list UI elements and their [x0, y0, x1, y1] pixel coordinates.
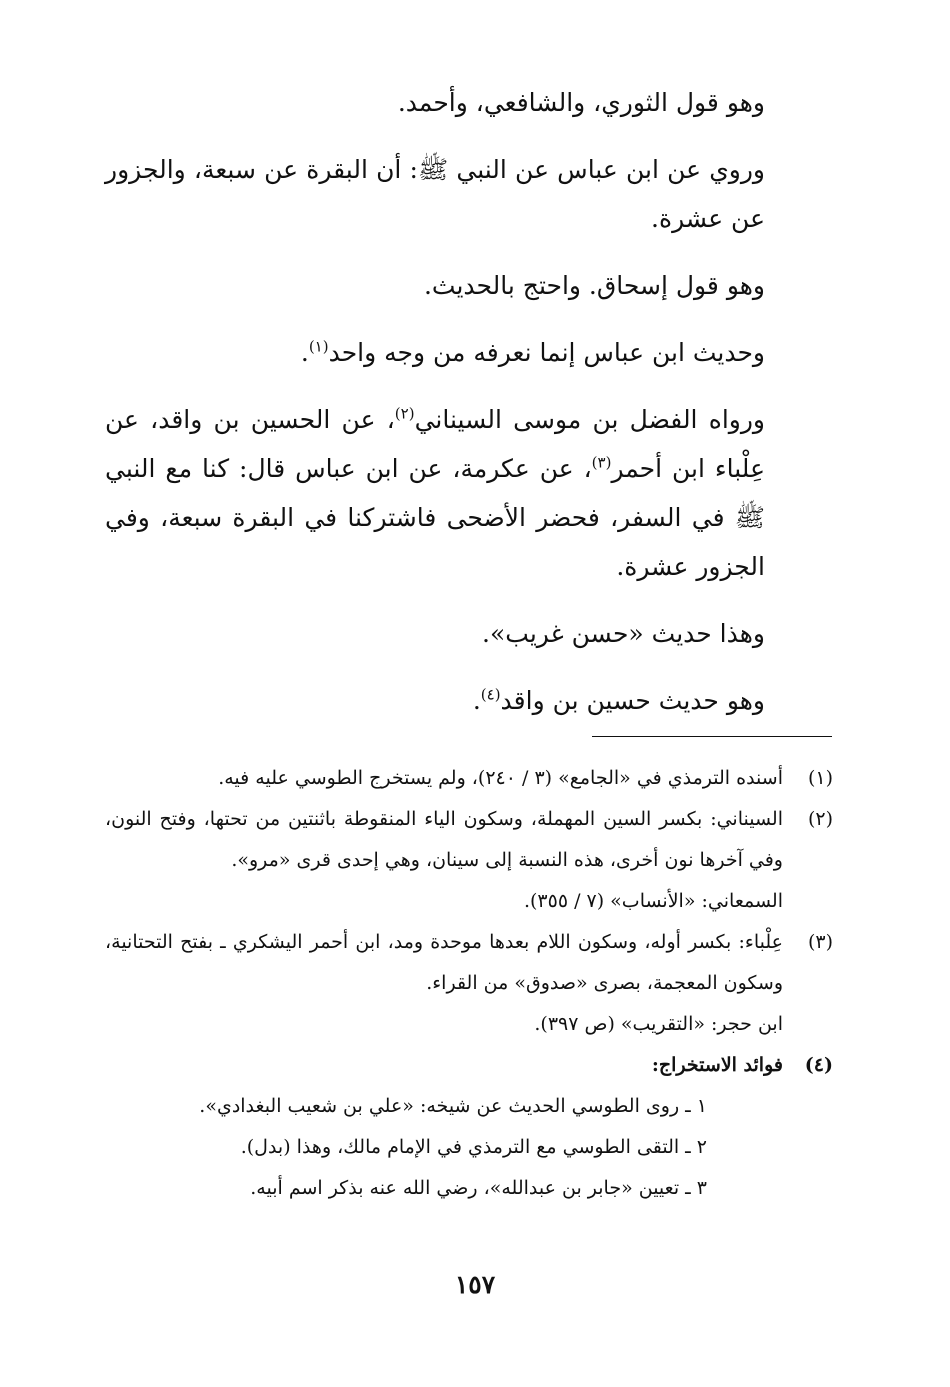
- main-text: [105, 78, 833, 743]
- paragraph-7-text: وهو حديث حسين بن واقد: [500, 686, 765, 715]
- paragraph-4-end: .: [300, 338, 309, 367]
- paragraph-7-end: .: [472, 686, 481, 715]
- footnotes: [105, 758, 833, 1209]
- footnote-divider: [592, 736, 832, 737]
- paragraph-5-part-a: ورواه الفضل بن موسى السيناني: [414, 405, 765, 434]
- paragraph-6: وهذا حديث «حسن غريب».: [482, 619, 765, 648]
- footnote-ref-1[interactable]: (١): [308, 337, 329, 356]
- footnote-2: [105, 799, 833, 922]
- benefit-item: ٢ ـ التقى الطوسي مع الترمذي في الإمام مالك، وهذا (بدل).: [240, 1136, 707, 1158]
- paragraph-1: وهو قول الثوري، والشافعي، وأحمد.: [397, 88, 765, 117]
- footnote-ref-2[interactable]: (٢): [394, 404, 415, 423]
- footnote-1: [105, 758, 833, 799]
- footnote-number: (٣): [807, 931, 833, 953]
- paragraph-4: [105, 328, 833, 377]
- footnote-4: [105, 1045, 833, 1086]
- footnote-source: ابن حجر: «التقريب» (ص ٣٩٧).: [534, 1013, 783, 1035]
- paragraph-7: [105, 676, 833, 725]
- footnote-number: (٢): [807, 808, 833, 830]
- paragraph-5-part-c: ، عن عكرمة، عن ابن عباس قال: كنا مع النبي ﷺ في السفر، فحضر الأضحى فاشتركنا في البقرة سبعة، وفي الجزور عشرة.: [105, 454, 765, 581]
- footnote-source: السمعاني: «الأنساب» (٧ / ٣٥٥).: [523, 890, 783, 912]
- paragraph-5: [105, 395, 833, 591]
- footnote-text: عِلْباء: بكسر أوله، وسكون اللام بعدها موحدة ومد، ابن أحمر اليشكري ـ بفتح التحتانية، وسكون المعجمة، بصرى «صدوق» من القراء.: [105, 931, 783, 994]
- benefit-item: ١ ـ روى الطوسي الحديث عن شيخه: «علي بن شعيب البغدادي».: [199, 1095, 707, 1117]
- footnote-text: السيناني: بكسر السين المهملة، وسكون الياء المنقوطة باثنتين من تحتها، وفتح النون، وفي آخرها نون أخرى، هذه النسبة إلى سينان، وهي إحدى قرى «مرو».: [105, 808, 783, 871]
- page-number: ١٥٧: [454, 1270, 496, 1299]
- footnote-text: أسنده الترمذي في «الجامع» (٣ / ٢٤٠)، ولم يستخرج الطوسي عليه فيه.: [218, 767, 783, 789]
- footnote-number: (١): [807, 767, 833, 789]
- paragraph-2: وروي عن ابن عباس عن النبي ﷺ: أن البقرة عن سبعة، والجزور عن عشرة.: [105, 155, 765, 233]
- paragraph-3: وهو قول إسحاق. واحتج بالحديث.: [423, 271, 765, 300]
- footnote-number: (٤): [804, 1054, 833, 1076]
- footnote-3: [105, 922, 833, 1045]
- paragraph-4-text: وحديث ابن عباس إنما نعرفه من وجه واحد: [328, 338, 765, 367]
- footnote-heading: فوائد الاستخراج:: [651, 1054, 783, 1076]
- benefit-item: ٣ ـ تعيين «جابر بن عبدالله»، رضي الله عنه بذكر اسم أبيه.: [250, 1177, 707, 1199]
- footnote-ref-4[interactable]: (٤): [480, 685, 501, 704]
- footnote-ref-3[interactable]: (٣): [591, 453, 612, 472]
- paragraph-5-part-b: ، عن الحسين بن واقد، عن عِلْباء ابن أحمر: [105, 405, 765, 483]
